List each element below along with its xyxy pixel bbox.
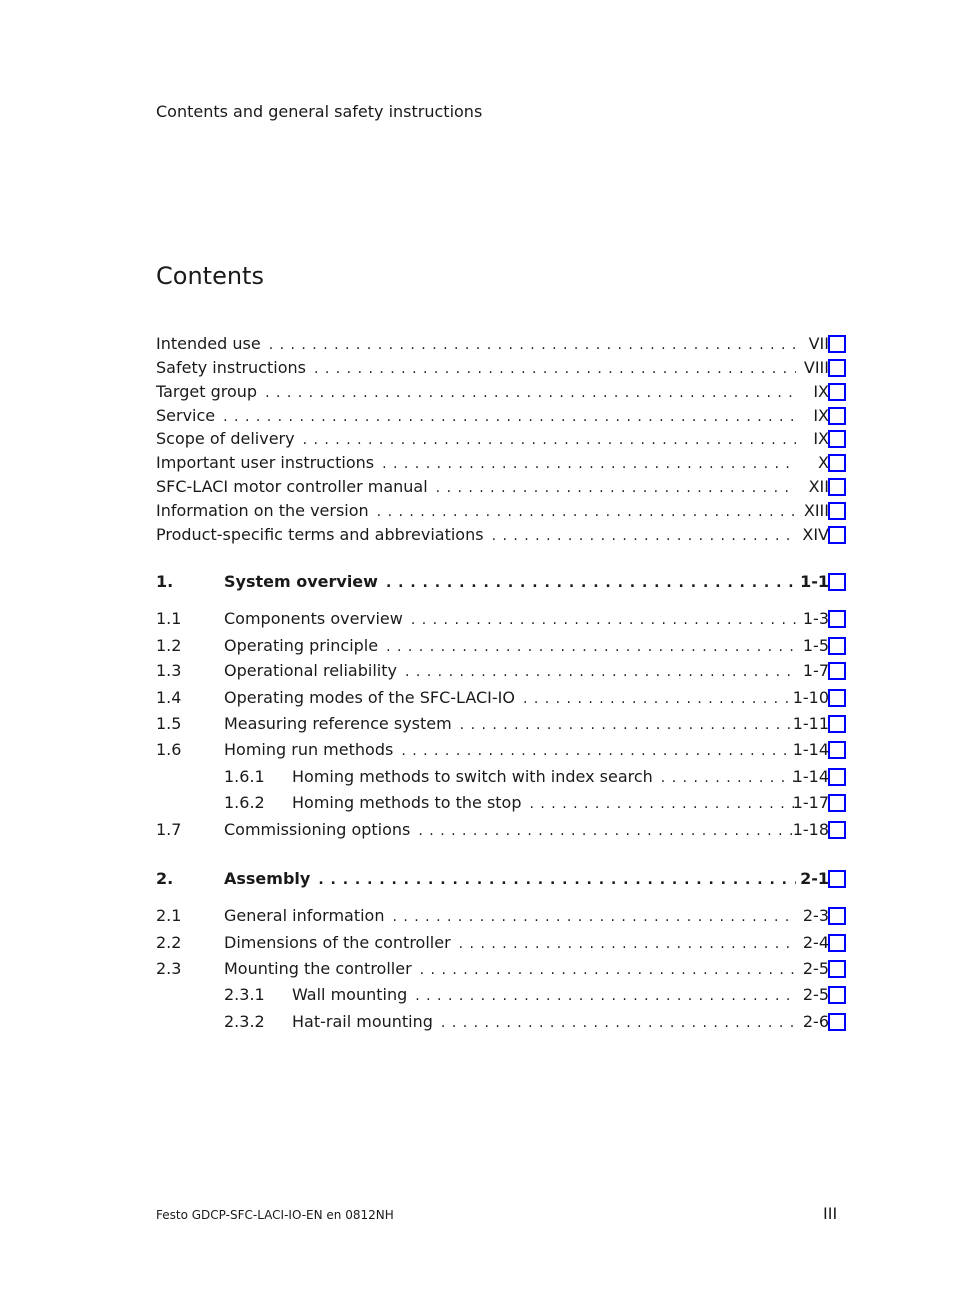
dot-leader bbox=[386, 572, 796, 594]
toc-entry-number: 1.5 bbox=[156, 714, 182, 733]
hyperlink-box-icon[interactable] bbox=[828, 689, 846, 707]
toc-entry-number: 1.4 bbox=[156, 688, 182, 707]
dot-leader bbox=[460, 714, 796, 736]
dot-leader bbox=[382, 453, 796, 475]
dot-leader bbox=[441, 1012, 796, 1034]
dot-leader bbox=[415, 985, 796, 1007]
toc-entry-page: 1-10 bbox=[792, 688, 829, 707]
hyperlink-box-icon[interactable] bbox=[828, 768, 846, 786]
toc-entry-number: 2.3.1 bbox=[224, 985, 265, 1004]
dot-leader bbox=[418, 820, 796, 842]
hyperlink-box-icon[interactable] bbox=[828, 335, 846, 353]
toc-entry-page: IX bbox=[813, 382, 829, 401]
hyperlink-box-icon[interactable] bbox=[828, 662, 846, 680]
toc-entry-label: System overview bbox=[224, 572, 378, 591]
toc-entry-number: 2.3 bbox=[156, 959, 182, 978]
toc-entry-label: Service bbox=[156, 406, 216, 425]
toc-entry-label: Wall mounting bbox=[292, 985, 408, 1004]
toc-entry-label: Operating modes of the SFC-LACI-IO bbox=[224, 688, 515, 707]
contents-title: Contents bbox=[156, 262, 264, 290]
toc-entry-number: 2.3.2 bbox=[224, 1012, 265, 1031]
table-of-contents bbox=[156, 0, 856, 1306]
hyperlink-box-icon[interactable] bbox=[828, 870, 846, 888]
toc-entry[interactable] bbox=[156, 984, 846, 1006]
toc-entry-number: 1.6.1 bbox=[224, 767, 265, 786]
toc-entry-page: 1-14 bbox=[792, 767, 829, 786]
dot-leader bbox=[377, 501, 796, 523]
toc-entry-page: 1-11 bbox=[792, 714, 829, 733]
toc-entry-number: 1.7 bbox=[156, 820, 182, 839]
toc-entry-page: VII bbox=[808, 334, 829, 353]
toc-entry-page: XIV bbox=[802, 525, 829, 544]
toc-entry-label: Operational reliability bbox=[224, 661, 397, 680]
dot-leader bbox=[318, 869, 796, 891]
toc-entry-number: 2.1 bbox=[156, 906, 182, 925]
toc-entry-page: 1-17 bbox=[792, 793, 829, 812]
dot-leader bbox=[405, 661, 796, 683]
toc-entry[interactable] bbox=[156, 819, 846, 841]
toc-entry[interactable] bbox=[156, 792, 846, 814]
running-header: Contents and general safety instructions bbox=[156, 102, 483, 121]
hyperlink-box-icon[interactable] bbox=[828, 454, 846, 472]
hyperlink-box-icon[interactable] bbox=[828, 383, 846, 401]
toc-entry-page: 2-5 bbox=[802, 959, 829, 978]
toc-entry-page: 2-6 bbox=[802, 1012, 829, 1031]
toc-entry-label: Homing methods to the stop bbox=[292, 793, 522, 812]
dot-leader bbox=[530, 793, 797, 815]
toc-entry-number: 1.6 bbox=[156, 740, 182, 759]
toc-entry-label: Scope of delivery bbox=[156, 429, 295, 448]
toc-entry-label: General information bbox=[224, 906, 385, 925]
toc-entry-label: Important user instructions bbox=[156, 453, 375, 472]
toc-entry-label: Homing methods to switch with index search bbox=[292, 767, 653, 786]
toc-entry-page: 2-3 bbox=[802, 906, 829, 925]
hyperlink-box-icon[interactable] bbox=[828, 960, 846, 978]
hyperlink-box-icon[interactable] bbox=[828, 407, 846, 425]
dot-leader bbox=[420, 959, 796, 981]
toc-entry-label: SFC-LACI motor controller manual bbox=[156, 477, 428, 496]
toc-entry-page: IX bbox=[813, 406, 829, 425]
toc-entry-label: Product-specific terms and abbreviations bbox=[156, 525, 484, 544]
toc-entry-page: 2-1 bbox=[800, 869, 829, 888]
toc-entry[interactable] bbox=[156, 635, 846, 657]
hyperlink-box-icon[interactable] bbox=[828, 1013, 846, 1031]
toc-entry[interactable] bbox=[156, 476, 846, 498]
toc-entry-page: VIII bbox=[803, 358, 829, 377]
toc-entry-number: 1.1 bbox=[156, 609, 182, 628]
hyperlink-box-icon[interactable] bbox=[828, 986, 846, 1004]
hyperlink-box-icon[interactable] bbox=[828, 794, 846, 812]
dot-leader bbox=[386, 636, 796, 658]
toc-entry-label: Assembly bbox=[224, 869, 311, 888]
toc-entry[interactable] bbox=[156, 357, 846, 379]
toc-entry[interactable] bbox=[156, 868, 846, 890]
hyperlink-box-icon[interactable] bbox=[828, 502, 846, 520]
dot-leader bbox=[303, 429, 796, 451]
toc-entry[interactable] bbox=[156, 687, 846, 709]
toc-entry-page: 2-5 bbox=[802, 985, 829, 1004]
toc-entry-number: 2.2 bbox=[156, 933, 182, 952]
toc-entry-page: 1-18 bbox=[792, 820, 829, 839]
toc-entry-page: 2-4 bbox=[802, 933, 829, 952]
toc-entry-label: Mounting the controller bbox=[224, 959, 412, 978]
hyperlink-box-icon[interactable] bbox=[828, 715, 846, 733]
dot-leader bbox=[523, 688, 796, 710]
toc-entry[interactable] bbox=[156, 333, 846, 355]
hyperlink-box-icon[interactable] bbox=[828, 430, 846, 448]
footer-document-id: Festo GDCP-SFC-LACI-IO-EN en 0812NH bbox=[156, 1208, 394, 1222]
toc-entry-number: 1.6.2 bbox=[224, 793, 265, 812]
toc-entry[interactable] bbox=[156, 381, 846, 403]
toc-entry-page: XII bbox=[808, 477, 829, 496]
dot-leader bbox=[223, 406, 796, 428]
dot-leader bbox=[492, 525, 796, 547]
hyperlink-box-icon[interactable] bbox=[828, 934, 846, 952]
toc-entry-label: Safety instructions bbox=[156, 358, 306, 377]
footer-page-number: III bbox=[823, 1204, 838, 1223]
toc-entry[interactable] bbox=[156, 500, 846, 522]
hyperlink-box-icon[interactable] bbox=[828, 741, 846, 759]
toc-entry[interactable] bbox=[156, 524, 846, 546]
dot-leader bbox=[265, 382, 796, 404]
toc-entry-label: Measuring reference system bbox=[224, 714, 452, 733]
toc-entry[interactable] bbox=[156, 1011, 846, 1033]
toc-entry-number: 2. bbox=[156, 869, 174, 888]
toc-entry-label: Intended use bbox=[156, 334, 261, 353]
toc-entry-page: 1-1 bbox=[800, 572, 829, 591]
toc-entry-page: 1-14 bbox=[792, 740, 829, 759]
dot-leader bbox=[459, 933, 796, 955]
toc-entry[interactable] bbox=[156, 932, 846, 954]
dot-leader bbox=[269, 334, 796, 356]
toc-entry-page: 1-7 bbox=[802, 661, 829, 680]
hyperlink-box-icon[interactable] bbox=[828, 821, 846, 839]
toc-entry[interactable] bbox=[156, 958, 846, 980]
toc-entry[interactable] bbox=[156, 660, 846, 682]
toc-entry-label: Operating principle bbox=[224, 636, 379, 655]
toc-entry[interactable] bbox=[156, 452, 846, 474]
toc-entry[interactable] bbox=[156, 608, 846, 630]
toc-entry[interactable] bbox=[156, 766, 846, 788]
toc-entry-label: Target group bbox=[156, 382, 258, 401]
toc-entry[interactable] bbox=[156, 571, 846, 593]
toc-entry-label: Hat-rail mounting bbox=[292, 1012, 433, 1031]
toc-entry-page: 1-5 bbox=[802, 636, 829, 655]
toc-entry-label: Commissioning options bbox=[224, 820, 411, 839]
toc-entry[interactable] bbox=[156, 405, 846, 427]
hyperlink-box-icon[interactable] bbox=[828, 637, 846, 655]
dot-leader bbox=[401, 740, 796, 762]
toc-entry-label: Components overview bbox=[224, 609, 403, 628]
toc-entry-page: IX bbox=[813, 429, 829, 448]
dot-leader bbox=[436, 477, 796, 499]
toc-entry[interactable] bbox=[156, 905, 846, 927]
toc-entry-label: Information on the version bbox=[156, 501, 369, 520]
toc-entry-page: X bbox=[818, 453, 829, 472]
dot-leader bbox=[314, 358, 796, 380]
toc-entry-page: 1-3 bbox=[802, 609, 829, 628]
dot-leader bbox=[411, 609, 796, 631]
hyperlink-box-icon[interactable] bbox=[828, 610, 846, 628]
hyperlink-box-icon[interactable] bbox=[828, 478, 846, 496]
toc-entry[interactable] bbox=[156, 739, 846, 761]
toc-entry-number: 1. bbox=[156, 572, 174, 591]
toc-entry-page: XIII bbox=[803, 501, 829, 520]
toc-entry-number: 1.2 bbox=[156, 636, 182, 655]
toc-entry[interactable] bbox=[156, 713, 846, 735]
hyperlink-box-icon[interactable] bbox=[828, 526, 846, 544]
hyperlink-box-icon[interactable] bbox=[828, 359, 846, 377]
dot-leader bbox=[392, 906, 796, 928]
hyperlink-box-icon[interactable] bbox=[828, 907, 846, 925]
toc-entry-number: 1.3 bbox=[156, 661, 182, 680]
toc-entry[interactable] bbox=[156, 428, 846, 450]
dot-leader bbox=[661, 767, 796, 789]
toc-entry-label: Dimensions of the controller bbox=[224, 933, 451, 952]
hyperlink-box-icon[interactable] bbox=[828, 573, 846, 591]
toc-entry-label: Homing run methods bbox=[224, 740, 394, 759]
